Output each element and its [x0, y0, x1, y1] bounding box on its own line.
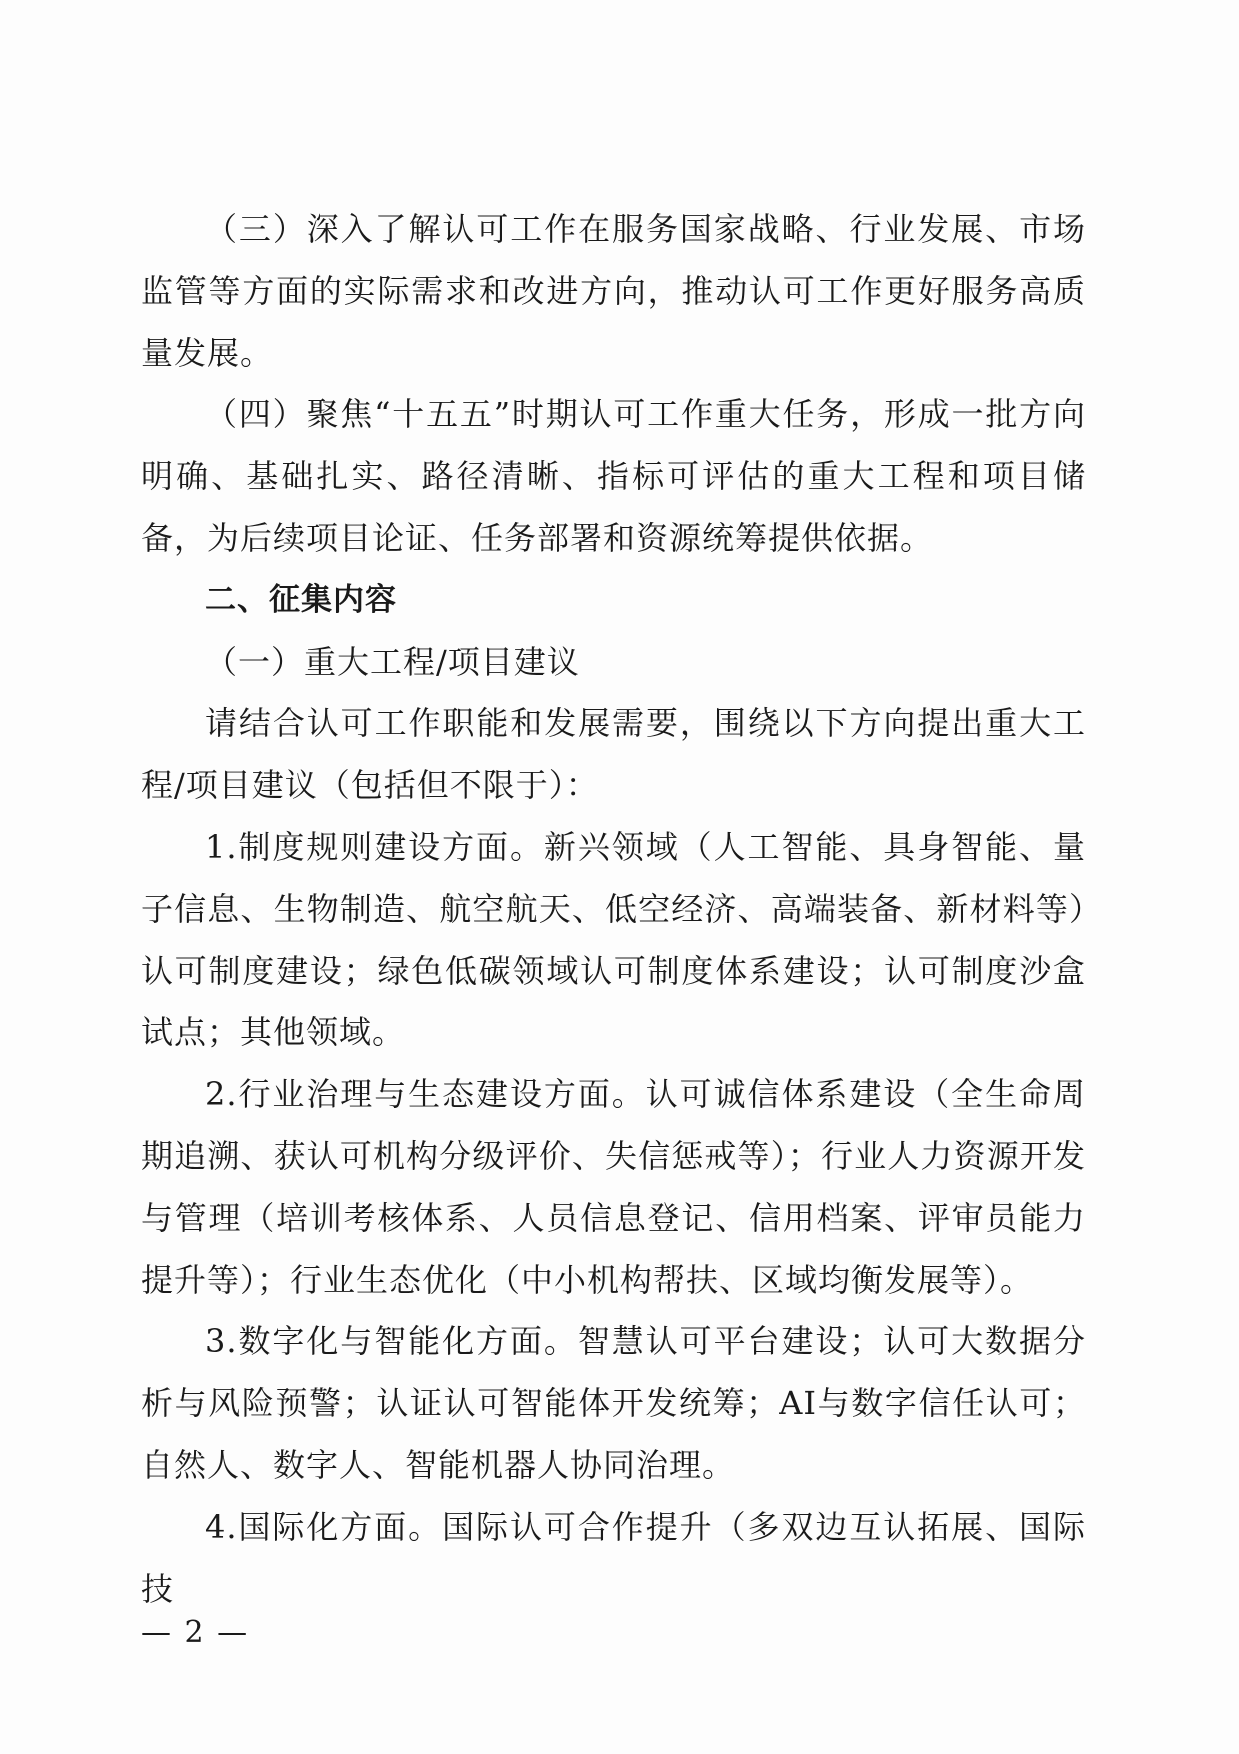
paragraph-item-4: （四）聚焦“十五五”时期认可工作重大任务，形成一批方向明确、基础扎实、路径清晰、指标可评估的重大工程和项目储备，为后续项目论证、任务部署和资源统筹提供依据。 — [141, 395, 1086, 557]
list-item-2: 2.行业治理与生态建设方面。认可诚信体系建设（全生命周期追溯、获认可机构分级评价、失信惩戒等）；行业人力资源开发与管理（培训考核体系、人员信息登记、信用档案、评审员能力提升等）；行业生态优化（中小机构帮扶、区域均衡发展等）。 — [141, 1075, 1086, 1299]
subsection-heading: （一）重大工程/项目建议 — [205, 642, 580, 681]
paragraph-item-3: （三）深入了解认可工作在服务国家战略、行业发展、市场监管等方面的实际需求和改进方向，推动认可工作更好服务高质量发展。 — [141, 210, 1086, 372]
section-heading: 二、征集内容 — [205, 581, 397, 618]
page-number: — 2 — — [141, 1615, 250, 1650]
list-item-1: 1.制度规则建设方面。新兴领域（人工智能、具身智能、量子信息、生物制造、航空航天、低空经济、高端装备、新材料等）认可制度建设；绿色低碳领域认可制度体系建设；认可制度沙盒试点；其他领域。 — [141, 827, 1086, 1052]
intro-paragraph: 请结合认可工作职能和发展需要，围绕以下方向提出重大工程/项目建议（包括但不限于）： — [141, 704, 1086, 805]
list-item-3: 3.数字化与智能化方面。智慧认可平台建设；认可大数据分析与风险预警；认证认可智能体开发统筹；AI与数字信任认可；自然人、数字人、智能机器人协同治理。 — [141, 1322, 1086, 1484]
document-body — [141, 199, 1086, 1620]
list-item-4: 4.国际化方面。国际认可合作提升（多双边互认拓展、国际技 — [141, 1507, 1086, 1608]
